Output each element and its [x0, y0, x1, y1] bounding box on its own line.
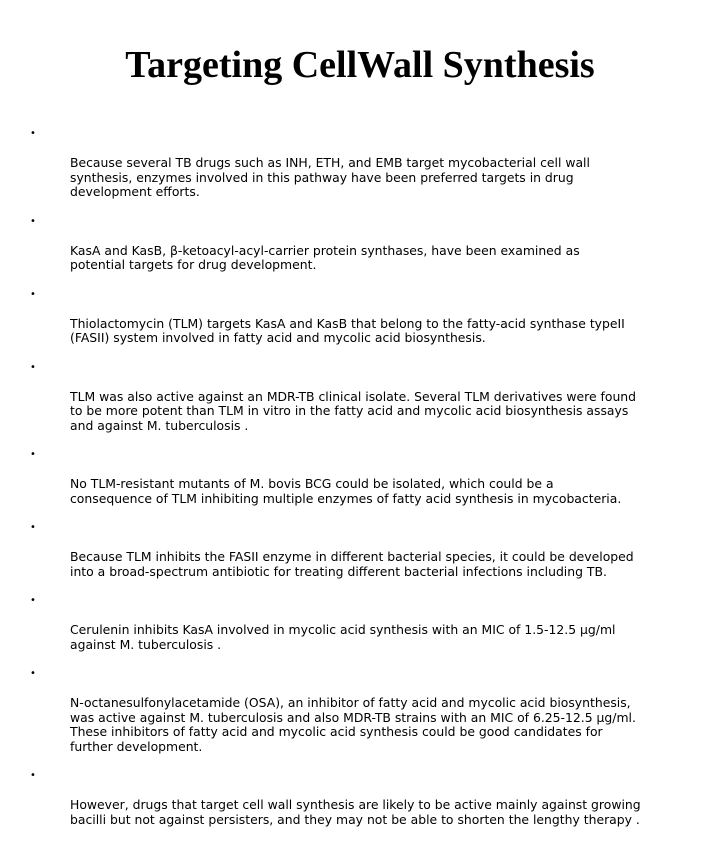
bullet-text: Cerulenin inhibits KasA involved in mycolic acid synthesis with an MIC of 1.5-12.5 μg/ml against M. tuberculosis .	[70, 622, 616, 652]
bullet-text: TLM was also active against an MDR-TB clinical isolate. Several TLM derivatives were found to be more potent than TLM in vitro in the fatty acid and mycolic acid biosynthesis assays and against M. tuberculosis .	[70, 388, 637, 433]
slide-title: Targeting CellWall Synthesis	[125, 44, 595, 86]
list-item	[30, 521, 690, 594]
bullet-icon: •	[30, 522, 36, 534]
bullet-icon: •	[30, 770, 36, 782]
bullet-icon: •	[30, 215, 36, 227]
list-item	[30, 288, 690, 361]
bullet-icon: •	[30, 595, 36, 606]
bullet-text: However, drugs that target cell wall synthesis are likely to be active mainly against growing bacilli but not against persisters, and they may not be able to shorten the lengthy therapy .	[70, 797, 641, 827]
bullet-icon: •	[30, 288, 36, 300]
bullet-icon: •	[30, 128, 36, 139]
bullet-text: No TLM-resistant mutants of M. bovis BCG could be isolated, which could be a consequence of TLM inhibiting multiple enzymes of fatty acid synthesis in mycobacteria.	[70, 476, 622, 506]
list-item	[30, 361, 690, 449]
list-item	[30, 127, 690, 215]
bullet-text: Because several TB drugs such as INH, ETH, and EMB target mycobacterial cell wall synthesis, enzymes involved in this pathway have been preferred targets in drug development efforts.	[70, 155, 590, 200]
bullet-icon: •	[30, 361, 36, 373]
bullet-icon: •	[30, 449, 36, 461]
bullet-text: Because TLM inhibits the FASII enzyme in different bacterial species, it could be developed into a broad-spectrum antibiotic for treating different bacterial infections including TB.	[70, 549, 634, 579]
bullet-icon: •	[30, 667, 36, 679]
list-item	[30, 594, 690, 667]
list-item	[30, 448, 690, 521]
list-item	[30, 667, 690, 769]
bullet-text: KasA and KasB, β-ketoacyl-acyl-carrier protein synthases, have been examined as potential targets for drug development.	[70, 242, 580, 273]
list-item	[30, 769, 690, 842]
list-item	[30, 215, 690, 288]
bullet-list	[30, 127, 690, 842]
bullet-text: N-octanesulfonylacetamide (OSA), an inhibitor of fatty acid and mycolic acid biosynthesis, was active against M. tuberculosis and also MDR-TB strains with an MIC of 6.25-12.5 μg/ml. These inhibitors of fatty acid and mycolic acid synthesis could be good candidates for further development.	[70, 695, 636, 754]
bullet-text: Thiolactomycin (TLM) targets KasA and KasB that belong to the fatty-acid synthase typeII (FASII) system involved in fatty acid and mycolic acid biosynthesis.	[70, 315, 625, 346]
